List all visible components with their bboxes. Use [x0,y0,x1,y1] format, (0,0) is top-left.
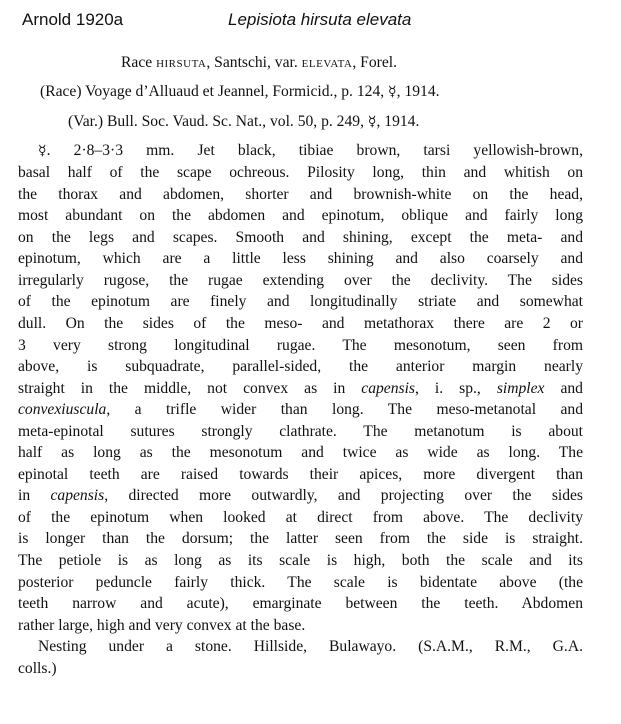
description-line: in capensis, directed more outwardly, and projecting over the sides [18,487,584,505]
description-line: meta-epinotal sutures strongly clathrate. The metanotum is about [18,422,583,440]
description-line: teeth narrow and acute), emarginate between the teeth. Abdomen [18,595,583,613]
race-title: Race hirsuta, Santschi, var. elevata, Forel. [121,54,397,71]
description-line: on the legs and scapes. Smooth and shining, except the meta- and [18,228,583,246]
description-line: dull. On the sides of the meso- and metathorax there are 2 or [18,315,583,333]
description-line: of the epinotum when looked at direct from above. The declivity [18,508,583,526]
description-line: half as long as the mesonotum and twice as wide as long. The [18,444,583,462]
description-paragraph [18,140,583,637]
habitat-paragraph [18,636,583,679]
description-line: of the epinotum are finely and longitudinally striate and somewhat [18,293,583,311]
variety-reference: (Var.) Bull. Soc. Vaud. Sc. Nat., vol. 50, p. 249, ☿, 1914. [68,113,420,131]
description-line: rather large, high and very convex at the base. [18,616,306,634]
description-line: 3 very strong longitudinal rugae. The mesonotum, seen from [18,336,583,354]
description-line: straight in the middle, not convex as in capensis, i. sp., simplex and [18,379,583,397]
description-line: irregularly rugose, the rugae extending over the declivity. The sides [18,271,583,289]
worker-symbol-icon: ☿ [388,84,397,101]
worker-symbol-icon: ☿ [367,114,377,131]
description-line: ☿. 2·8–3·3 mm. Jet black, tibiae brown, tarsi yellowish-brown, [38,141,583,159]
description-line: the thorax and abdomen, shorter and brownish-white on the head, [18,185,583,203]
description-line: epinotum, which are a little less shining and also coarsely and [18,250,583,268]
habitat-line: colls.) [18,659,57,677]
document-body [18,52,583,679]
habitat-line: Nesting under a stone. Hillside, Bulawayo. (S.A.M., R.M., G.A. [38,638,583,656]
description-line: basal half of the scape ochreous. Pilosity long, thin and whitish on [18,164,583,182]
taxon-name: Lepisiota hirsuta elevata [228,10,412,29]
description-line: is longer than the dorsum; the latter seen from the side is straight. [18,530,583,548]
description-line: epinotal teeth are raised towards their apices, more divergent than [18,465,583,483]
citation-label: Arnold 1920a [22,10,124,29]
description-line: The petiole is as long as its scale is high, both the scale and its [18,552,583,570]
description-line: posterior peduncle fairly thick. The scale is bidentate above (the [18,573,583,591]
description-line: convexiuscula, a trifle wider than long. The meso-metanotal and [18,401,583,419]
race-reference: (Race) Voyage d’Alluaud et Jeannel, Formicid., p. 124, ☿, 1914. [40,83,440,101]
description-line: most abundant on the abdomen and epinotum, oblique and fairly long [18,207,583,225]
worker-symbol-icon: ☿ [38,142,47,159]
description-line: above, is subquadrate, parallel-sided, the anterior margin nearly [18,358,583,376]
